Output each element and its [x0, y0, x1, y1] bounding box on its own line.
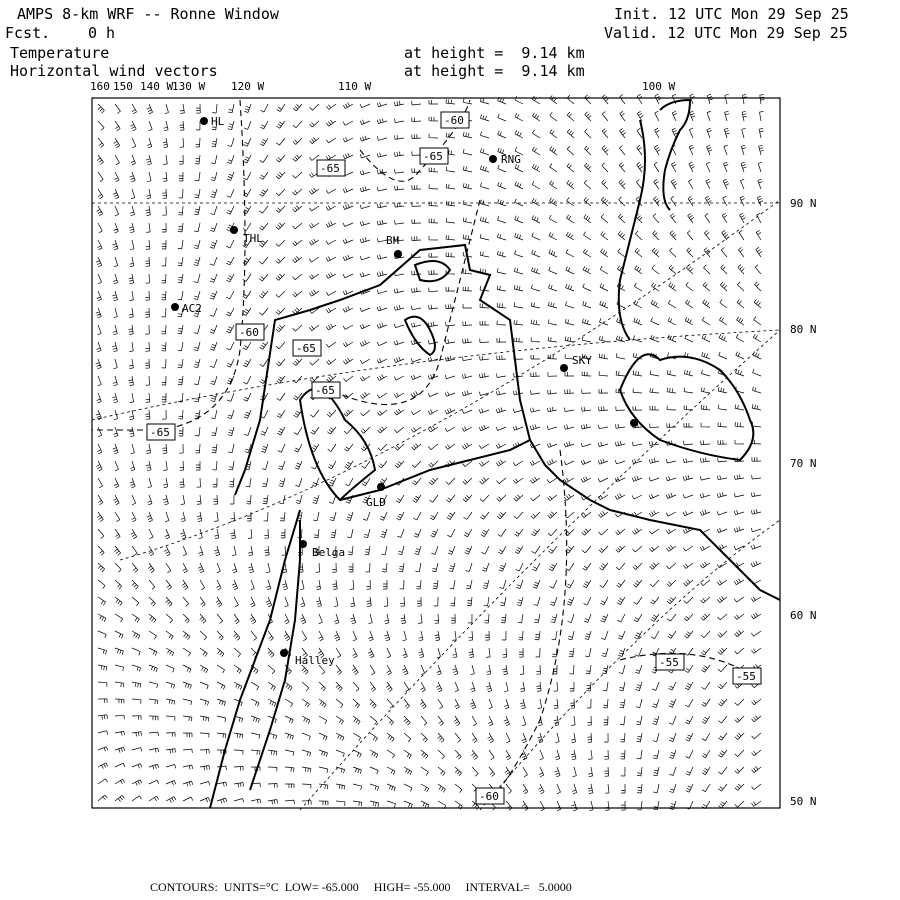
svg-text:-65: -65: [296, 342, 316, 355]
contour-line-1: [92, 100, 245, 430]
graticule-lon-c: [480, 520, 780, 810]
field-wind-height: at height = 9.14 km: [404, 62, 585, 80]
svg-text:-60: -60: [239, 326, 259, 339]
coastline-island-2: [415, 261, 450, 281]
station-dot-extra: [630, 419, 638, 427]
field-temperature: Temperature: [10, 44, 110, 62]
lat-label-80: 80 N: [790, 323, 817, 336]
contour-label-box-2: [420, 148, 448, 164]
station-dot-ac2: [171, 303, 179, 311]
contour-label-box-6: [312, 382, 340, 398]
lat-label-70: 70 N: [790, 457, 817, 470]
lon-label-160: 160: [90, 80, 110, 93]
station-label-ac2: AC2: [182, 302, 202, 315]
temperature-contours: [92, 100, 760, 800]
station-label-thl: THL: [243, 232, 263, 245]
station-dot-halley: [280, 649, 288, 657]
field-temperature-height: at height = 9.14 km: [404, 44, 585, 62]
valid-time: Valid. 12 UTC Mon 29 Sep 25: [604, 24, 848, 42]
forecast-hour: 0 h: [88, 24, 116, 42]
graticule-lon-a: [120, 200, 780, 560]
station-dot-bh: [394, 250, 402, 258]
contour-line-3: [330, 200, 480, 405]
station-dot-belga: [299, 540, 307, 548]
station-dot-hl: [200, 117, 208, 125]
svg-text:-65: -65: [315, 384, 335, 397]
station-label-bh: BH: [386, 234, 400, 247]
contour-legend: CONTOURS: UNITS=°C LOW= -65.000 HIGH= -55.000 INTERVAL= 5.0000: [150, 880, 572, 894]
station-label-belga: Belga: [312, 546, 346, 559]
lat-label-60: 60 N: [790, 609, 817, 622]
coastline-south-america: [660, 100, 690, 210]
contour-label-box-9: [733, 668, 761, 684]
svg-text:-55: -55: [736, 670, 756, 683]
lon-label-100: 100 W: [642, 80, 676, 93]
contour-label-box-5: [293, 340, 321, 356]
lon-label-140: 140 W: [140, 80, 174, 93]
svg-text:-60: -60: [444, 114, 464, 127]
contour-line-4: [490, 450, 567, 800]
map-title: AMPS 8-km WRF -- Ronne Window: [17, 5, 279, 23]
coastline-island-1: [405, 317, 435, 355]
station-dot-rng: [489, 155, 497, 163]
svg-text:-65: -65: [423, 150, 443, 163]
lon-label-150: 150: [113, 80, 133, 93]
station-label-halley: Halley: [295, 654, 335, 667]
coastline-antarctic-pen: [210, 510, 300, 808]
svg-text:-65: -65: [320, 162, 340, 175]
station-label-gld: GLD: [366, 496, 386, 509]
lat-label-90: 90 N: [790, 197, 817, 210]
station-label-rng: RNG: [501, 153, 521, 166]
svg-text:-65: -65: [150, 426, 170, 439]
lon-label-110: 110 W: [338, 80, 372, 93]
top-longitude-labels: [90, 80, 675, 93]
lon-label-130: 130 W: [172, 80, 206, 93]
field-wind: Horizontal wind vectors: [10, 62, 218, 80]
coastline-peninsula: [300, 389, 375, 500]
svg-text:-55: -55: [659, 656, 679, 669]
contour-label-box-1: [441, 112, 469, 128]
contour-label-box-4: [236, 324, 264, 340]
contour-label-box-3: [317, 160, 345, 176]
station-label-sky: SKY: [572, 354, 592, 367]
lat-label-50: 50 N: [790, 795, 817, 808]
svg-text:-60: -60: [479, 790, 499, 803]
contour-label-box-8: [656, 654, 684, 670]
init-time: Init. 12 UTC Mon 29 Sep 25: [614, 5, 849, 23]
map-frame: [92, 98, 780, 808]
graticule-lon-d: [92, 330, 780, 420]
station-label-hl: HL: [211, 115, 225, 128]
forecast-label: Fcst.: [5, 24, 51, 42]
lon-label-120: 120 W: [231, 80, 265, 93]
station-dot-gld: [377, 483, 385, 491]
station-dot-sky: [560, 364, 568, 372]
station-dots: [171, 117, 638, 657]
graticule-lon-b: [300, 330, 780, 810]
contour-label-box-10: [476, 788, 504, 804]
right-latitude-labels: [790, 197, 817, 808]
contour-label-box-7: [147, 424, 175, 440]
coastline: [210, 100, 780, 808]
station-dot-thl: [230, 226, 238, 234]
